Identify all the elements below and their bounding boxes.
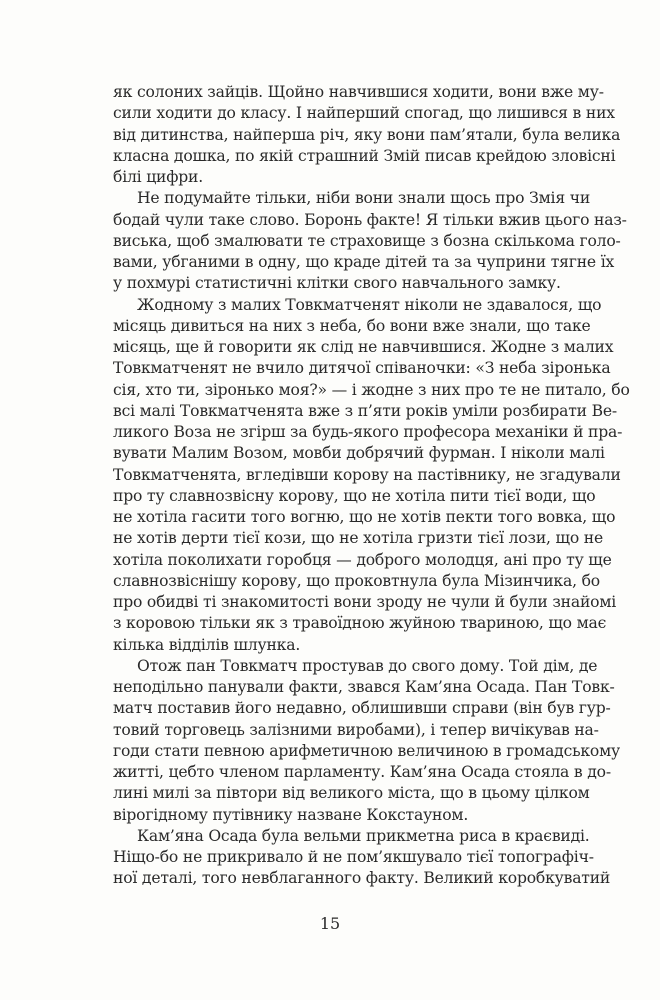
text-line: місяць, ще й говорити як слід не навчившися. Жодне з малих — [113, 338, 614, 356]
text-line: бодай чули таке слово. Боронь факте! Я тільки вжив цього наз- — [113, 210, 627, 229]
text-line: про обидві ті знакомитості вони зроду не чули й були знайомі — [113, 593, 617, 611]
text-line: білі цифри. — [113, 168, 203, 186]
text-line: кілька відділів шлунка. — [113, 635, 301, 654]
text-line: як солоних зайців. Щойно навчившися ходити, вони вже му- — [113, 83, 604, 101]
text-line: Кам’яна Осада була вельми прикметна риса в краєвиді. — [137, 826, 590, 845]
paragraph — [113, 188, 627, 294]
text-line: сія, хто ти, зіронько моя?» — і жодне з них про те не питало, бо — [113, 380, 630, 399]
text-line: не хотів дерти тієї кози, що не хотіла гризти тієї лози, що не — [113, 529, 604, 548]
paragraph — [113, 656, 621, 826]
text-line: товий торговець залізними виробами), і тепер вичікував на- — [113, 720, 599, 739]
text-line: матч поставив його недавно, облишивши справи (він був гур- — [113, 699, 611, 718]
text-line: вувати Малим Возом, мовби добрячий фурман. І ніколи малі — [113, 444, 605, 463]
text-line: Жодному з малих Товкматченят ніколи не здавалося, що — [137, 295, 602, 314]
text-line: лині милі за півтори від великого міста, що в цьому цілком — [113, 784, 590, 803]
text-line: сили ходити до класу. І найперший спогад, що лишився в них — [113, 104, 615, 123]
text-line: ликого Воза не згірш за будь-якого професора механіки й пра- — [113, 423, 623, 441]
text-line: Отож пан Товкматч простував до свого дому. Той дім, де — [137, 656, 598, 675]
text-line: вами, убганими в одну, що краде дітей та за чуприни тягне їх — [113, 253, 615, 271]
text-line: годи стати певною арифметичною величиною в громадському — [113, 741, 621, 760]
text-line: з коровою тільки як з травоїдною жуйною твариною, що має — [113, 614, 607, 633]
text-line: житті, цебто членом парламенту. Кам’яна Осада стояла в до- — [113, 763, 611, 781]
paragraph — [113, 82, 621, 188]
text-line: від дитинства, найперша річ, яку вони пам’ятали, була велика — [113, 125, 621, 144]
text-line: Не подумайте тільки, ніби вони знали щось про Змія чи — [137, 189, 591, 208]
text-line: класна дошка, по якій страшний Змій писав крейдою зловісні — [113, 146, 616, 165]
text-line: всі малі Товкматченята вже з п’яти років уміли розбирати Ве- — [113, 401, 617, 420]
text-line: про ту славнозвісну корову, що не хотіла пити тієї води, що — [113, 486, 596, 505]
text-line: неподільно панували факти, звався Кам’яна Осада. Пан Товк- — [113, 678, 615, 696]
paragraph — [113, 826, 611, 890]
text-line: не хотіла гасити того вогню, що не хотів пекти того вовка, що — [113, 508, 616, 526]
page-body-text — [113, 82, 630, 890]
text-line: ної деталі, того невблаганного факту. Великий коробкуватий — [113, 869, 611, 888]
paragraph — [113, 295, 630, 656]
text-line: виська, щоб змалювати те страховище з бозна скількома голо- — [113, 231, 621, 250]
text-line: Товкматченята, вгледівши корову на пастівнику, не згадували — [113, 465, 621, 484]
text-line: у похмурі статистичні клітки свого навчального замку. — [113, 274, 561, 293]
text-line: вірогідному путівнику назване Кокстауном. — [113, 805, 469, 824]
text-line: Товкматченят не вчило дитячої співаночки: «З неба зіронька — [113, 359, 611, 378]
text-line: славнозвіснішу корову, що проковтнула була Мізинчика, бо — [113, 571, 600, 590]
page-number: 15 — [319, 914, 341, 933]
text-line: місяць дивиться на них з неба, бо вони вже знали, що таке — [113, 316, 591, 335]
text-line: Ніщо-бо не прикривало й не пом’якшувало тієї топографіч- — [113, 848, 594, 866]
text-line: хотіла поколихати горобця — доброго молодця, ані про ту ще — [113, 550, 612, 569]
